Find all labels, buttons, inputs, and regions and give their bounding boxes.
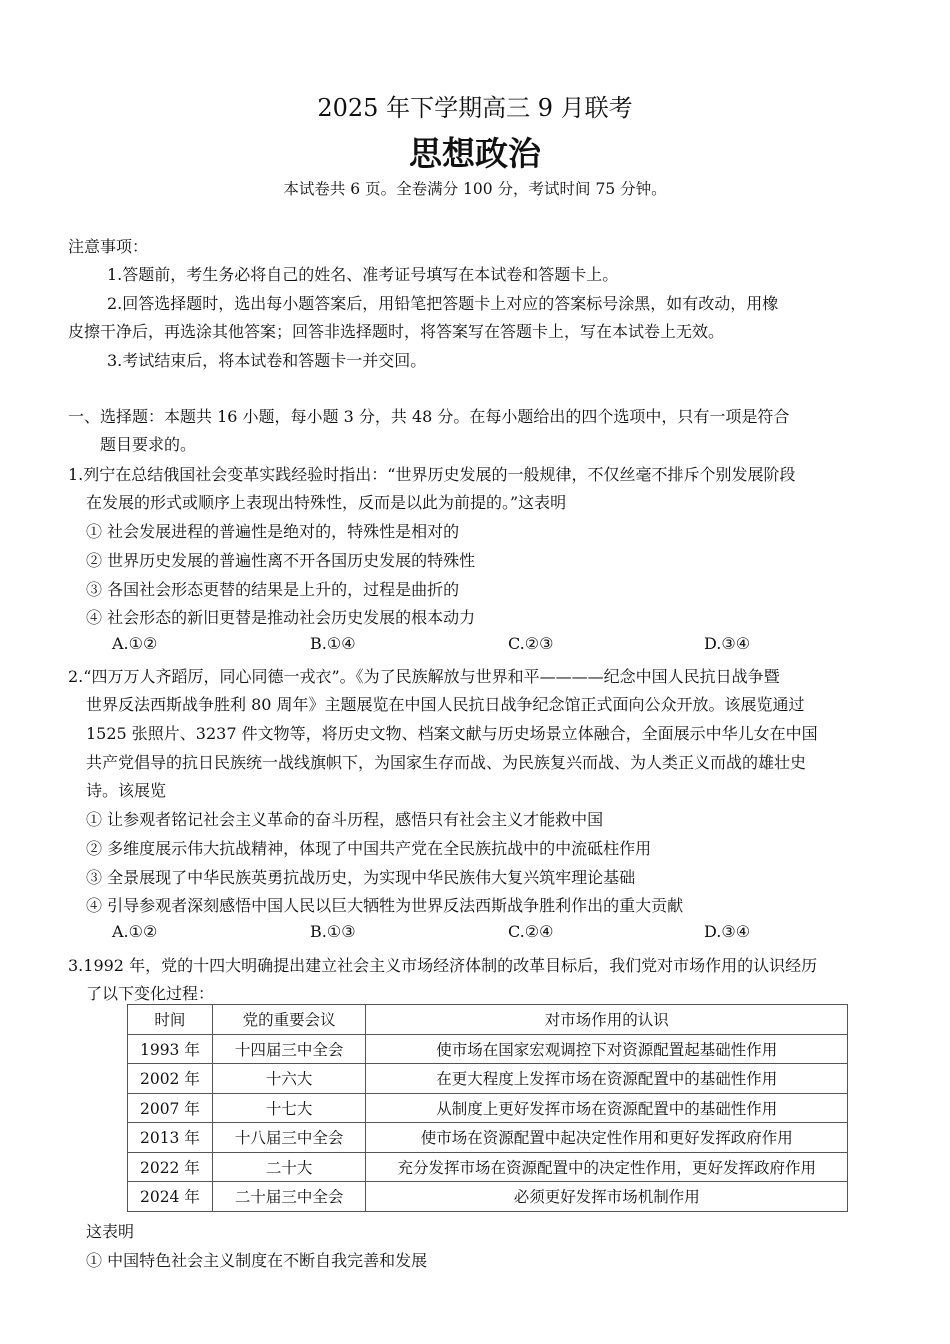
table-row — [128, 1123, 848, 1153]
subject-title: 思想政治 — [409, 134, 541, 173]
q2-stem-c: 1525 张照片、3237 件文物等，将历史文物、档案文献与历史场景立体融合，全面展示中华儿女在中国 — [86, 724, 818, 743]
table-cell-year: 2022 年 — [128, 1152, 213, 1182]
exam-info: 本试卷共 6 页。全卷满分 100 分，考试时间 75 分钟。 — [283, 180, 667, 198]
notice-heading: 注意事项： — [68, 237, 149, 256]
q1-option-a[interactable]: A.①② — [112, 634, 158, 653]
q1-statement-2: ② 世界历史发展的普遍性离不开各国历史发展的特殊性 — [86, 551, 476, 570]
table-cell-year: 2007 年 — [128, 1093, 213, 1123]
table-cell-meeting: 十七大 — [212, 1093, 366, 1123]
table-cell-meeting: 十八届三中全会 — [212, 1123, 366, 1153]
table-cell-year: 2002 年 — [128, 1064, 213, 1094]
table-cell-year: 2013 年 — [128, 1123, 213, 1153]
notice-item-2b: 皮擦干净后，再选涂其他答案；回答非选择题时，将答案写在答题卡上，写在本试卷上无效。 — [68, 322, 725, 341]
market-role-table — [127, 1004, 848, 1212]
table-header-cell: 党的重要会议 — [212, 1005, 366, 1035]
table-cell-year: 1993 年 — [128, 1034, 213, 1064]
q2-stem-d: 共产党倡导的抗日民族统一战线旗帜下，为国家生存而战、为民族复兴而战、为人类正义而战的雄壮史 — [86, 753, 807, 772]
q3-stem: 3.1992 年，党的十四大明确提出建立社会主义市场经济体制的改革目标后，我们党对市场作用的认识经历 — [68, 956, 818, 975]
table-cell-role: 充分发挥市场在资源配置中的决定性作用，更好发挥政府作用 — [366, 1152, 848, 1182]
table-cell-role: 必须更好发挥市场机制作用 — [366, 1182, 848, 1212]
q1-stem-cont: 在发展的形式或顺序上表现出特殊性，反而是以此为前提的。”这表明 — [86, 493, 567, 512]
section-heading: 一、选择题：本题共 16 小题，每小题 3 分，共 48 分。在每小题给出的四个选项中，只有一项是符合 — [68, 407, 790, 426]
q3-statement-1: ① 中国特色社会主义制度在不断自我完善和发展 — [86, 1251, 428, 1270]
q2-stem: 2.“四万万人齐蹈厉，同心同德一戎衣”。《为了民族解放与世界和平————纪念中国人民抗日战争暨 — [68, 667, 780, 686]
table-cell-role: 使市场在国家宏观调控下对资源配置起基础性作用 — [366, 1034, 848, 1064]
q2-statement-4: ④ 引导参观者深刻感悟中国人民以巨大牺牲为世界反法西斯战争胜利作出的重大贡献 — [86, 896, 684, 915]
table-cell-role: 使市场在资源配置中起决定性作用和更好发挥政府作用 — [366, 1123, 848, 1153]
q1-option-b[interactable]: B.①④ — [310, 634, 356, 653]
q2-stem-b: 世界反法西斯战争胜利 80 周年》主题展览在中国人民抗日战争纪念馆正式面向公众开放。该展览通过 — [86, 695, 805, 714]
table-cell-role: 从制度上更好发挥市场在资源配置中的基础性作用 — [366, 1093, 848, 1123]
table-cell-meeting: 二十届三中全会 — [212, 1182, 366, 1212]
table-row — [128, 1034, 848, 1064]
notice-item-1: 1.答题前，考生务必将自己的姓名、准考证号填写在本试卷和答题卡上。 — [107, 265, 619, 284]
q2-statement-2: ② 多维度展示伟大抗战精神，体现了中国共产党在全民族抗战中的中流砥柱作用 — [86, 839, 652, 858]
q2-option-a[interactable]: A.①② — [112, 922, 158, 941]
table-cell-meeting: 十六大 — [212, 1064, 366, 1094]
notice-item-2a: 2.回答选择题时，选出每小题答案后，用铅笔把答题卡上对应的答案标号涂黑，如有改动，用橡 — [107, 294, 779, 313]
q2-option-c[interactable]: C.②④ — [508, 922, 554, 941]
q3-stem-cont: 了以下变化过程： — [86, 984, 215, 1003]
table-cell-meeting: 二十大 — [212, 1152, 366, 1182]
q1-stem: 1.列宁在总结俄国社会变革实践经验时指出：“世界历史发展的一般规律，不仅丝毫不排斥个别发展阶段 — [68, 465, 796, 484]
exam-title: 2025 年下学期高三 9 月联考 — [317, 94, 633, 122]
q1-statement-3: ③ 各国社会形态更替的结果是上升的，过程是曲折的 — [86, 580, 460, 599]
table-cell-meeting: 十四届三中全会 — [212, 1034, 366, 1064]
q1-option-c[interactable]: C.②③ — [508, 634, 554, 653]
notice-item-3: 3.考试结束后，将本试卷和答题卡一并交回。 — [107, 351, 427, 370]
table-row — [128, 1093, 848, 1123]
table-row — [128, 1064, 848, 1094]
q2-option-b[interactable]: B.①③ — [310, 922, 356, 941]
q2-statement-3: ③ 全景展现了中华民族英勇抗战历史，为实现中华民族伟大复兴筑牢理论基础 — [86, 868, 636, 887]
table-row — [128, 1152, 848, 1182]
table-cell-year: 2024 年 — [128, 1182, 213, 1212]
q3-after-table: 这表明 — [86, 1222, 135, 1241]
table-row — [128, 1182, 848, 1212]
table-header-row — [128, 1005, 848, 1035]
table-header-cell: 时间 — [128, 1005, 213, 1035]
q1-statement-4: ④ 社会形态的新旧更替是推动社会历史发展的根本动力 — [86, 608, 476, 627]
q2-option-d[interactable]: D.③④ — [704, 922, 751, 941]
q1-option-d[interactable]: D.③④ — [704, 634, 751, 653]
q2-statement-1: ① 让参观者铭记社会主义革命的奋斗历程，感悟只有社会主义才能救中国 — [86, 810, 604, 829]
q1-statement-1: ① 社会发展进程的普遍性是绝对的，特殊性是相对的 — [86, 522, 460, 541]
table-header-cell: 对市场作用的认识 — [366, 1005, 848, 1035]
table-cell-role: 在更大程度上发挥市场在资源配置中的基础性作用 — [366, 1064, 848, 1094]
section-heading-cont: 题目要求的。 — [100, 435, 197, 454]
q2-stem-e: 诗。该展览 — [86, 781, 167, 800]
